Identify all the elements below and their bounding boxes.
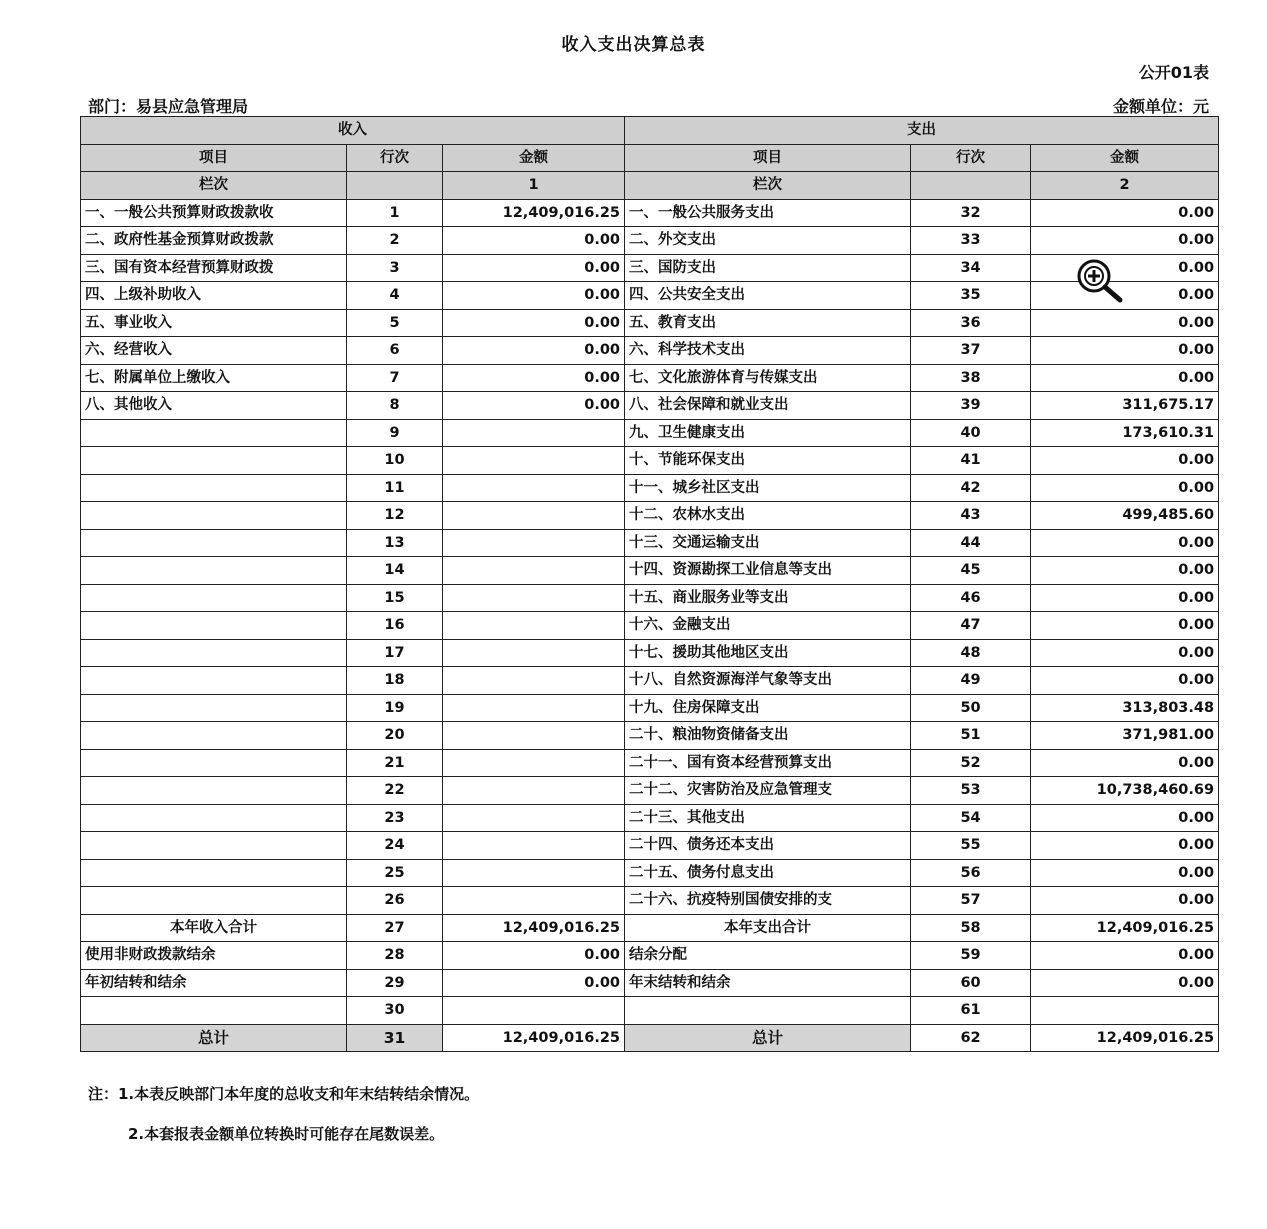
nonfiscal-row	[81, 942, 1219, 970]
expense-item-name: 十一、城乡社区支出	[625, 474, 911, 502]
income-amount	[443, 529, 625, 557]
income-item-name	[81, 694, 347, 722]
expense-item-name: 二十四、债务还本支出	[625, 832, 911, 860]
income-row-number: 7	[347, 364, 443, 392]
expense-row-number: 56	[911, 859, 1031, 887]
expense-row-number: 45	[911, 557, 1031, 585]
expense-amount: 499,485.60	[1031, 502, 1219, 530]
table-row	[81, 832, 1219, 860]
income-amount	[443, 474, 625, 502]
income-amount: 0.00	[443, 337, 625, 365]
income-item-name: 五、事业收入	[81, 309, 347, 337]
table-row	[81, 337, 1219, 365]
income-row-number: 14	[347, 557, 443, 585]
grand-income-amount: 12,409,016.25	[443, 1024, 625, 1052]
expense-row-number: 35	[911, 282, 1031, 310]
table-row	[81, 392, 1219, 420]
expense-row-number: 44	[911, 529, 1031, 557]
expense-section-header: 支出	[625, 117, 1219, 145]
table-row	[81, 804, 1219, 832]
expense-item-name: 十八、自然资源海洋气象等支出	[625, 667, 911, 695]
expense-item-name: 二十二、灾害防治及应急管理支	[625, 777, 911, 805]
income-item-name	[81, 419, 347, 447]
income-amount	[443, 584, 625, 612]
table-row	[81, 364, 1219, 392]
grand-income-no: 31	[347, 1024, 443, 1052]
expense-amount: 0.00	[1031, 474, 1219, 502]
blank-expense-no: 61	[911, 997, 1031, 1025]
income-column-label: 栏次	[81, 172, 347, 200]
income-amount: 0.00	[443, 282, 625, 310]
income-column-number: 1	[443, 172, 625, 200]
expense-row-number: 55	[911, 832, 1031, 860]
expense-item-name: 十六、金融支出	[625, 612, 911, 640]
expense-row-number: 49	[911, 667, 1031, 695]
expense-row-number: 42	[911, 474, 1031, 502]
blank-row	[81, 997, 1219, 1025]
income-amount	[443, 859, 625, 887]
carryover-row	[81, 969, 1219, 997]
grand-expense-amount: 12,409,016.25	[1031, 1024, 1219, 1052]
expense-column-label: 栏次	[625, 172, 911, 200]
income-amount: 0.00	[443, 309, 625, 337]
expense-amount: 0.00	[1031, 199, 1219, 227]
table-row	[81, 282, 1219, 310]
income-item-name: 七、附属单位上缴收入	[81, 364, 347, 392]
nonfiscal-label: 使用非财政拨款结余	[81, 942, 347, 970]
expense-item-name: 六、科学技术支出	[625, 337, 911, 365]
income-amount	[443, 639, 625, 667]
table-row	[81, 309, 1219, 337]
header-row-columns	[81, 144, 1219, 172]
expense-row-number: 50	[911, 694, 1031, 722]
income-amount	[443, 722, 625, 750]
income-item-name	[81, 557, 347, 585]
expense-row-number: 51	[911, 722, 1031, 750]
income-row-number: 8	[347, 392, 443, 420]
expense-row-number: 32	[911, 199, 1031, 227]
expense-item-name: 九、卫生健康支出	[625, 419, 911, 447]
income-column-blank	[347, 172, 443, 200]
nonfiscal-no: 28	[347, 942, 443, 970]
income-amount	[443, 804, 625, 832]
expense-item-name: 二十三、其他支出	[625, 804, 911, 832]
income-item-name	[81, 612, 347, 640]
expense-row-number: 41	[911, 447, 1031, 475]
year-income-total-amount: 12,409,016.25	[443, 914, 625, 942]
expense-amount: 0.00	[1031, 364, 1219, 392]
income-row-number: 18	[347, 667, 443, 695]
table-number: 公开01表	[1138, 63, 1209, 82]
blank-income-amount	[443, 997, 625, 1025]
income-row-number: 26	[347, 887, 443, 915]
income-amount	[443, 502, 625, 530]
expense-item-name: 十七、援助其他地区支出	[625, 639, 911, 667]
expense-row-number: 34	[911, 254, 1031, 282]
income-row-number: 4	[347, 282, 443, 310]
header-row-column-index	[81, 172, 1219, 200]
expense-item-name: 十二、农林水支出	[625, 502, 911, 530]
expense-item-name: 二十、粮油物资储备支出	[625, 722, 911, 750]
expense-amount-header: 金额	[1031, 144, 1219, 172]
end-carryover-no: 60	[911, 969, 1031, 997]
expense-row-number: 53	[911, 777, 1031, 805]
expense-row-number: 38	[911, 364, 1031, 392]
expense-column-blank	[911, 172, 1031, 200]
expense-amount: 0.00	[1031, 639, 1219, 667]
expense-amount: 173,610.31	[1031, 419, 1219, 447]
expense-item-name: 二、外交支出	[625, 227, 911, 255]
income-row-number: 13	[347, 529, 443, 557]
expense-item-name: 十四、资源勘探工业信息等支出	[625, 557, 911, 585]
income-amount: 0.00	[443, 254, 625, 282]
table-row	[81, 777, 1219, 805]
income-amount: 0.00	[443, 392, 625, 420]
expense-amount: 0.00	[1031, 804, 1219, 832]
expense-row-number: 37	[911, 337, 1031, 365]
income-item-name	[81, 804, 347, 832]
expense-row-number: 47	[911, 612, 1031, 640]
expense-item-name: 十、节能环保支出	[625, 447, 911, 475]
table-row	[81, 254, 1219, 282]
expense-row-number: 54	[911, 804, 1031, 832]
year-income-total-no: 27	[347, 914, 443, 942]
end-carryover-label: 年末结转和结余	[625, 969, 911, 997]
income-amount	[443, 777, 625, 805]
income-row-number: 10	[347, 447, 443, 475]
unit-label: 金额单位：元	[1112, 97, 1209, 116]
expense-row-number: 36	[911, 309, 1031, 337]
expense-item-name: 二十五、债务付息支出	[625, 859, 911, 887]
table-row	[81, 419, 1219, 447]
income-row-number: 19	[347, 694, 443, 722]
year-expense-total-label: 本年支出合计	[625, 914, 911, 942]
income-item-name	[81, 832, 347, 860]
nonfiscal-amount: 0.00	[443, 942, 625, 970]
blank-expense-name	[625, 997, 911, 1025]
end-carryover-amount: 0.00	[1031, 969, 1219, 997]
expense-amount: 0.00	[1031, 227, 1219, 255]
income-amount: 0.00	[443, 227, 625, 255]
income-item-name: 二、政府性基金预算财政拨款	[81, 227, 347, 255]
expense-item-name: 二十六、抗疫特别国债安排的支	[625, 887, 911, 915]
expense-item-name: 八、社会保障和就业支出	[625, 392, 911, 420]
grand-income-label: 总计	[81, 1024, 347, 1052]
surplus-dist-no: 59	[911, 942, 1031, 970]
expense-row-header: 行次	[911, 144, 1031, 172]
year-expense-total-amount: 12,409,016.25	[1031, 914, 1219, 942]
expense-amount: 0.00	[1031, 254, 1219, 282]
table-row	[81, 859, 1219, 887]
begin-carryover-amount: 0.00	[443, 969, 625, 997]
income-item-name	[81, 447, 347, 475]
income-item-name: 四、上级补助收入	[81, 282, 347, 310]
year-expense-total-no: 58	[911, 914, 1031, 942]
note-1: 注：1.本表反映部门本年度的总收支和年末结转结余情况。	[88, 1085, 480, 1103]
expense-amount: 10,738,460.69	[1031, 777, 1219, 805]
surplus-dist-label: 结余分配	[625, 942, 911, 970]
expense-item-name: 四、公共安全支出	[625, 282, 911, 310]
income-amount	[443, 447, 625, 475]
income-amount	[443, 612, 625, 640]
expense-item-name: 五、教育支出	[625, 309, 911, 337]
expense-column-number: 2	[1031, 172, 1219, 200]
table-row	[81, 584, 1219, 612]
expense-amount: 0.00	[1031, 749, 1219, 777]
table-row	[81, 529, 1219, 557]
table-row	[81, 667, 1219, 695]
note-2: 2.本套报表金额单位转换时可能存在尾数误差。	[128, 1125, 445, 1143]
table-row	[81, 612, 1219, 640]
expense-item-name: 十三、交通运输支出	[625, 529, 911, 557]
income-item-name	[81, 529, 347, 557]
income-item-name: 八、其他收入	[81, 392, 347, 420]
income-amount	[443, 694, 625, 722]
begin-carryover-no: 29	[347, 969, 443, 997]
table-row	[81, 447, 1219, 475]
notes	[88, 1084, 479, 1164]
expense-item-name: 二十一、国有资本经营预算支出	[625, 749, 911, 777]
page-title: 收入支出决算总表	[561, 35, 706, 55]
income-item-name	[81, 722, 347, 750]
expense-item-name: 十五、商业服务业等支出	[625, 584, 911, 612]
expense-amount: 0.00	[1031, 447, 1219, 475]
year-income-total-label: 本年收入合计	[81, 914, 347, 942]
grand-total-row	[81, 1024, 1219, 1052]
expense-item-name: 三、国防支出	[625, 254, 911, 282]
expense-amount: 0.00	[1031, 832, 1219, 860]
grand-expense-label: 总计	[625, 1024, 911, 1052]
expense-row-number: 57	[911, 887, 1031, 915]
income-row-number: 2	[347, 227, 443, 255]
income-item-name: 三、国有资本经营预算财政拨	[81, 254, 347, 282]
income-row-number: 11	[347, 474, 443, 502]
income-row-number: 16	[347, 612, 443, 640]
income-row-number: 25	[347, 859, 443, 887]
table-row	[81, 502, 1219, 530]
income-item-name	[81, 887, 347, 915]
income-amount	[443, 667, 625, 695]
expense-amount: 0.00	[1031, 557, 1219, 585]
expense-row-number: 33	[911, 227, 1031, 255]
income-item-name	[81, 667, 347, 695]
income-row-number: 15	[347, 584, 443, 612]
income-row-number: 5	[347, 309, 443, 337]
blank-expense-amount	[1031, 997, 1219, 1025]
income-row-number: 1	[347, 199, 443, 227]
year-total-row	[81, 914, 1219, 942]
table-row	[81, 887, 1219, 915]
income-amount: 0.00	[443, 364, 625, 392]
income-section-header: 收入	[81, 117, 625, 145]
income-row-number: 20	[347, 722, 443, 750]
income-item-name	[81, 502, 347, 530]
income-row-header: 行次	[347, 144, 443, 172]
income-row-number: 17	[347, 639, 443, 667]
surplus-dist-amount: 0.00	[1031, 942, 1219, 970]
expense-amount: 0.00	[1031, 612, 1219, 640]
income-amount-header: 金额	[443, 144, 625, 172]
table-row	[81, 722, 1219, 750]
header-row-sections	[81, 117, 1219, 145]
expense-amount: 0.00	[1031, 887, 1219, 915]
expense-item-name: 一、一般公共服务支出	[625, 199, 911, 227]
expense-row-number: 39	[911, 392, 1031, 420]
expense-row-number: 40	[911, 419, 1031, 447]
expense-item-name: 七、文化旅游体育与传媒支出	[625, 364, 911, 392]
table-row	[81, 227, 1219, 255]
expense-amount: 0.00	[1031, 337, 1219, 365]
expense-amount: 0.00	[1031, 309, 1219, 337]
begin-carryover-label: 年初结转和结余	[81, 969, 347, 997]
expense-amount: 0.00	[1031, 282, 1219, 310]
table-row	[81, 199, 1219, 227]
income-amount	[443, 887, 625, 915]
income-item-name	[81, 859, 347, 887]
income-row-number: 3	[347, 254, 443, 282]
income-row-number: 23	[347, 804, 443, 832]
income-row-number: 22	[347, 777, 443, 805]
table-row	[81, 749, 1219, 777]
income-item-name	[81, 749, 347, 777]
income-item-name	[81, 584, 347, 612]
income-item-name: 一、一般公共预算财政拨款收	[81, 199, 347, 227]
table-row	[81, 557, 1219, 585]
income-amount: 12,409,016.25	[443, 199, 625, 227]
income-item-name	[81, 474, 347, 502]
expense-amount: 311,675.17	[1031, 392, 1219, 420]
income-row-number: 12	[347, 502, 443, 530]
blank-income-name	[81, 997, 347, 1025]
income-amount	[443, 832, 625, 860]
income-item-name	[81, 639, 347, 667]
income-item-name	[81, 777, 347, 805]
table-row	[81, 694, 1219, 722]
income-amount	[443, 749, 625, 777]
expense-amount: 0.00	[1031, 667, 1219, 695]
income-expense-table	[80, 116, 1219, 1052]
expense-row-number: 43	[911, 502, 1031, 530]
income-item-name: 六、经营收入	[81, 337, 347, 365]
expense-amount: 313,803.48	[1031, 694, 1219, 722]
income-amount	[443, 419, 625, 447]
expense-amount: 371,981.00	[1031, 722, 1219, 750]
expense-item-header: 项目	[625, 144, 911, 172]
income-row-number: 9	[347, 419, 443, 447]
department-label: 部门：易县应急管理局	[88, 97, 249, 116]
table-row	[81, 639, 1219, 667]
income-row-number: 24	[347, 832, 443, 860]
grand-expense-no: 62	[911, 1024, 1031, 1052]
zoom-in-icon[interactable]	[1075, 258, 1125, 304]
income-row-number: 6	[347, 337, 443, 365]
income-item-header: 项目	[81, 144, 347, 172]
blank-income-no: 30	[347, 997, 443, 1025]
table-row	[81, 474, 1219, 502]
expense-row-number: 46	[911, 584, 1031, 612]
expense-row-number: 52	[911, 749, 1031, 777]
expense-amount: 0.00	[1031, 859, 1219, 887]
expense-row-number: 48	[911, 639, 1031, 667]
income-amount	[443, 557, 625, 585]
expense-amount: 0.00	[1031, 529, 1219, 557]
expense-item-name: 十九、住房保障支出	[625, 694, 911, 722]
expense-amount: 0.00	[1031, 584, 1219, 612]
income-row-number: 21	[347, 749, 443, 777]
